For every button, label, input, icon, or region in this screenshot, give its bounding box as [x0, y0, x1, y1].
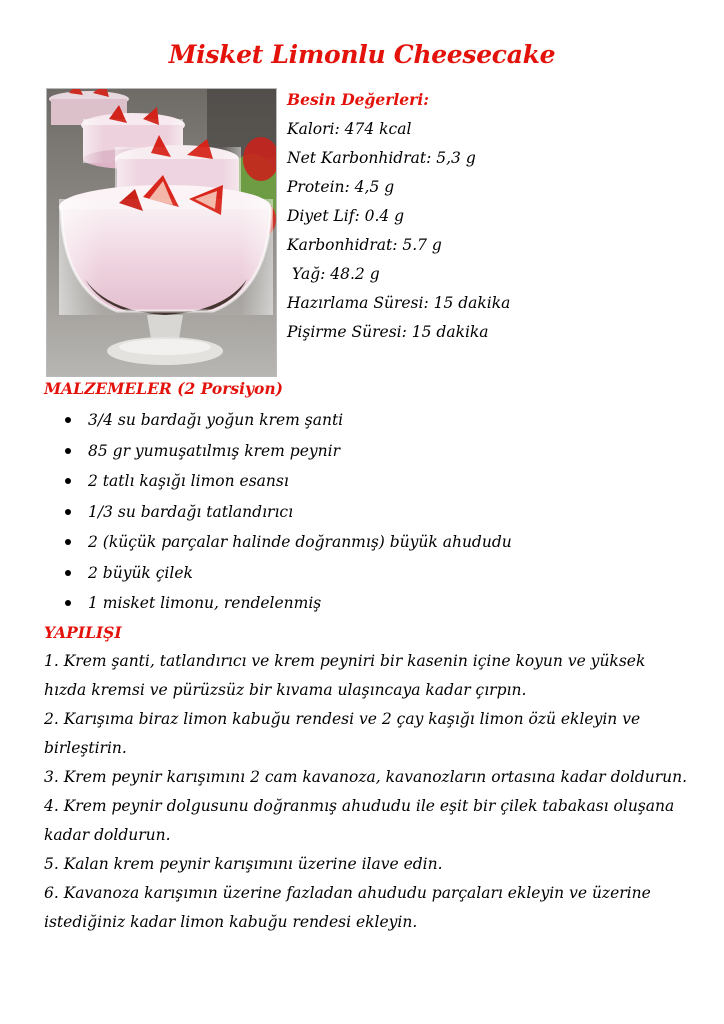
ingredient-text: 2 (küçük parçalar halinde doğranmış) büyük ahududu: [88, 533, 512, 551]
ingredient-text: 3/4 su bardağı yoğun krem şanti: [88, 411, 344, 429]
list-item: [44, 405, 512, 436]
ingredient-text: 1 misket limonu, rendelenmiş: [88, 594, 322, 612]
instruction-step: 2. Karışıma biraz limon kabuğu rendesi ve 2 çay kaşığı limon özü ekleyin ve birleştirin.: [44, 710, 641, 757]
bullet-icon: [65, 478, 71, 484]
nutrition-prep-time: Hazırlama Süresi: 15 dakika: [287, 294, 511, 312]
ingredient-text: 85 gr yumuşatılmış krem peynir: [88, 441, 341, 460]
ingredient-text: 2 büyük çilek: [88, 563, 193, 582]
bullet-icon: [65, 539, 71, 545]
nutrition-heading: Besin Değerleri:: [287, 90, 429, 109]
ingredient-text: 1/3 su bardağı tatlandırıcı: [88, 502, 294, 521]
instruction-step: 3. Krem peynir karışımını 2 cam kavanoza, kavanozların ortasına kadar doldurun.: [44, 768, 688, 786]
bullet-icon: [65, 600, 71, 606]
nutrition-carbs: Karbonhidrat: 5.7 g: [287, 236, 442, 254]
list-item: [44, 436, 512, 467]
ingredient-text: 2 tatlı kaşığı limon esansı: [88, 472, 289, 490]
page-title: Misket Limonlu Cheesecake: [168, 40, 556, 69]
list-item: [44, 497, 512, 528]
nutrition-cook-time: Pişirme Süresi: 15 dakika: [287, 323, 489, 341]
nutrition-protein: Protein: 4,5 g: [287, 178, 395, 196]
instruction-step: 6. Kavanoza karışımın üzerine fazladan ahududu parçaları ekleyin ve üzerine istediğiniz kadar limon kabuğu rendesi ekleyin.: [44, 884, 651, 931]
nutrition-calories: Kalori: 474 kcal: [287, 120, 412, 138]
nutrition-fat: Yağ: 48.2 g: [287, 265, 380, 283]
instruction-step: 4. Krem peynir dolgusunu doğranmış ahududu ile eşit bir çilek tabakası oluşana kadar doldurun.: [44, 797, 675, 844]
list-item: [44, 527, 512, 558]
bullet-icon: [65, 570, 71, 576]
bullet-icon: [65, 417, 71, 423]
instruction-step: 1. Krem şanti, tatlandırıcı ve krem peyniri bir kasenin içine koyun ve yüksek hızda kremsi ve pürüzsüz bir kıvama ulaşıncaya kadar çırpın.: [44, 652, 646, 699]
instructions-heading: YAPILIŞI: [44, 623, 122, 642]
nutrition-net-carbs: Net Karbonhidrat: 5,3 g: [287, 149, 476, 167]
instruction-step: 5. Kalan krem peynir karışımını üzerine ilave edin.: [44, 855, 443, 873]
bullet-icon: [65, 509, 71, 515]
list-item: [44, 466, 512, 497]
list-item: [44, 558, 512, 589]
bullet-icon: [65, 448, 71, 454]
ingredients-list: [44, 405, 512, 619]
nutrition-fiber: Diyet Lif: 0.4 g: [287, 207, 405, 225]
list-item: [44, 588, 512, 619]
ingredients-heading: MALZEMELER (2 Porsiyon): [44, 379, 283, 398]
instructions-steps: [44, 647, 692, 937]
cheesecake-photo: [46, 88, 277, 377]
nutrition-facts: [287, 88, 707, 349]
